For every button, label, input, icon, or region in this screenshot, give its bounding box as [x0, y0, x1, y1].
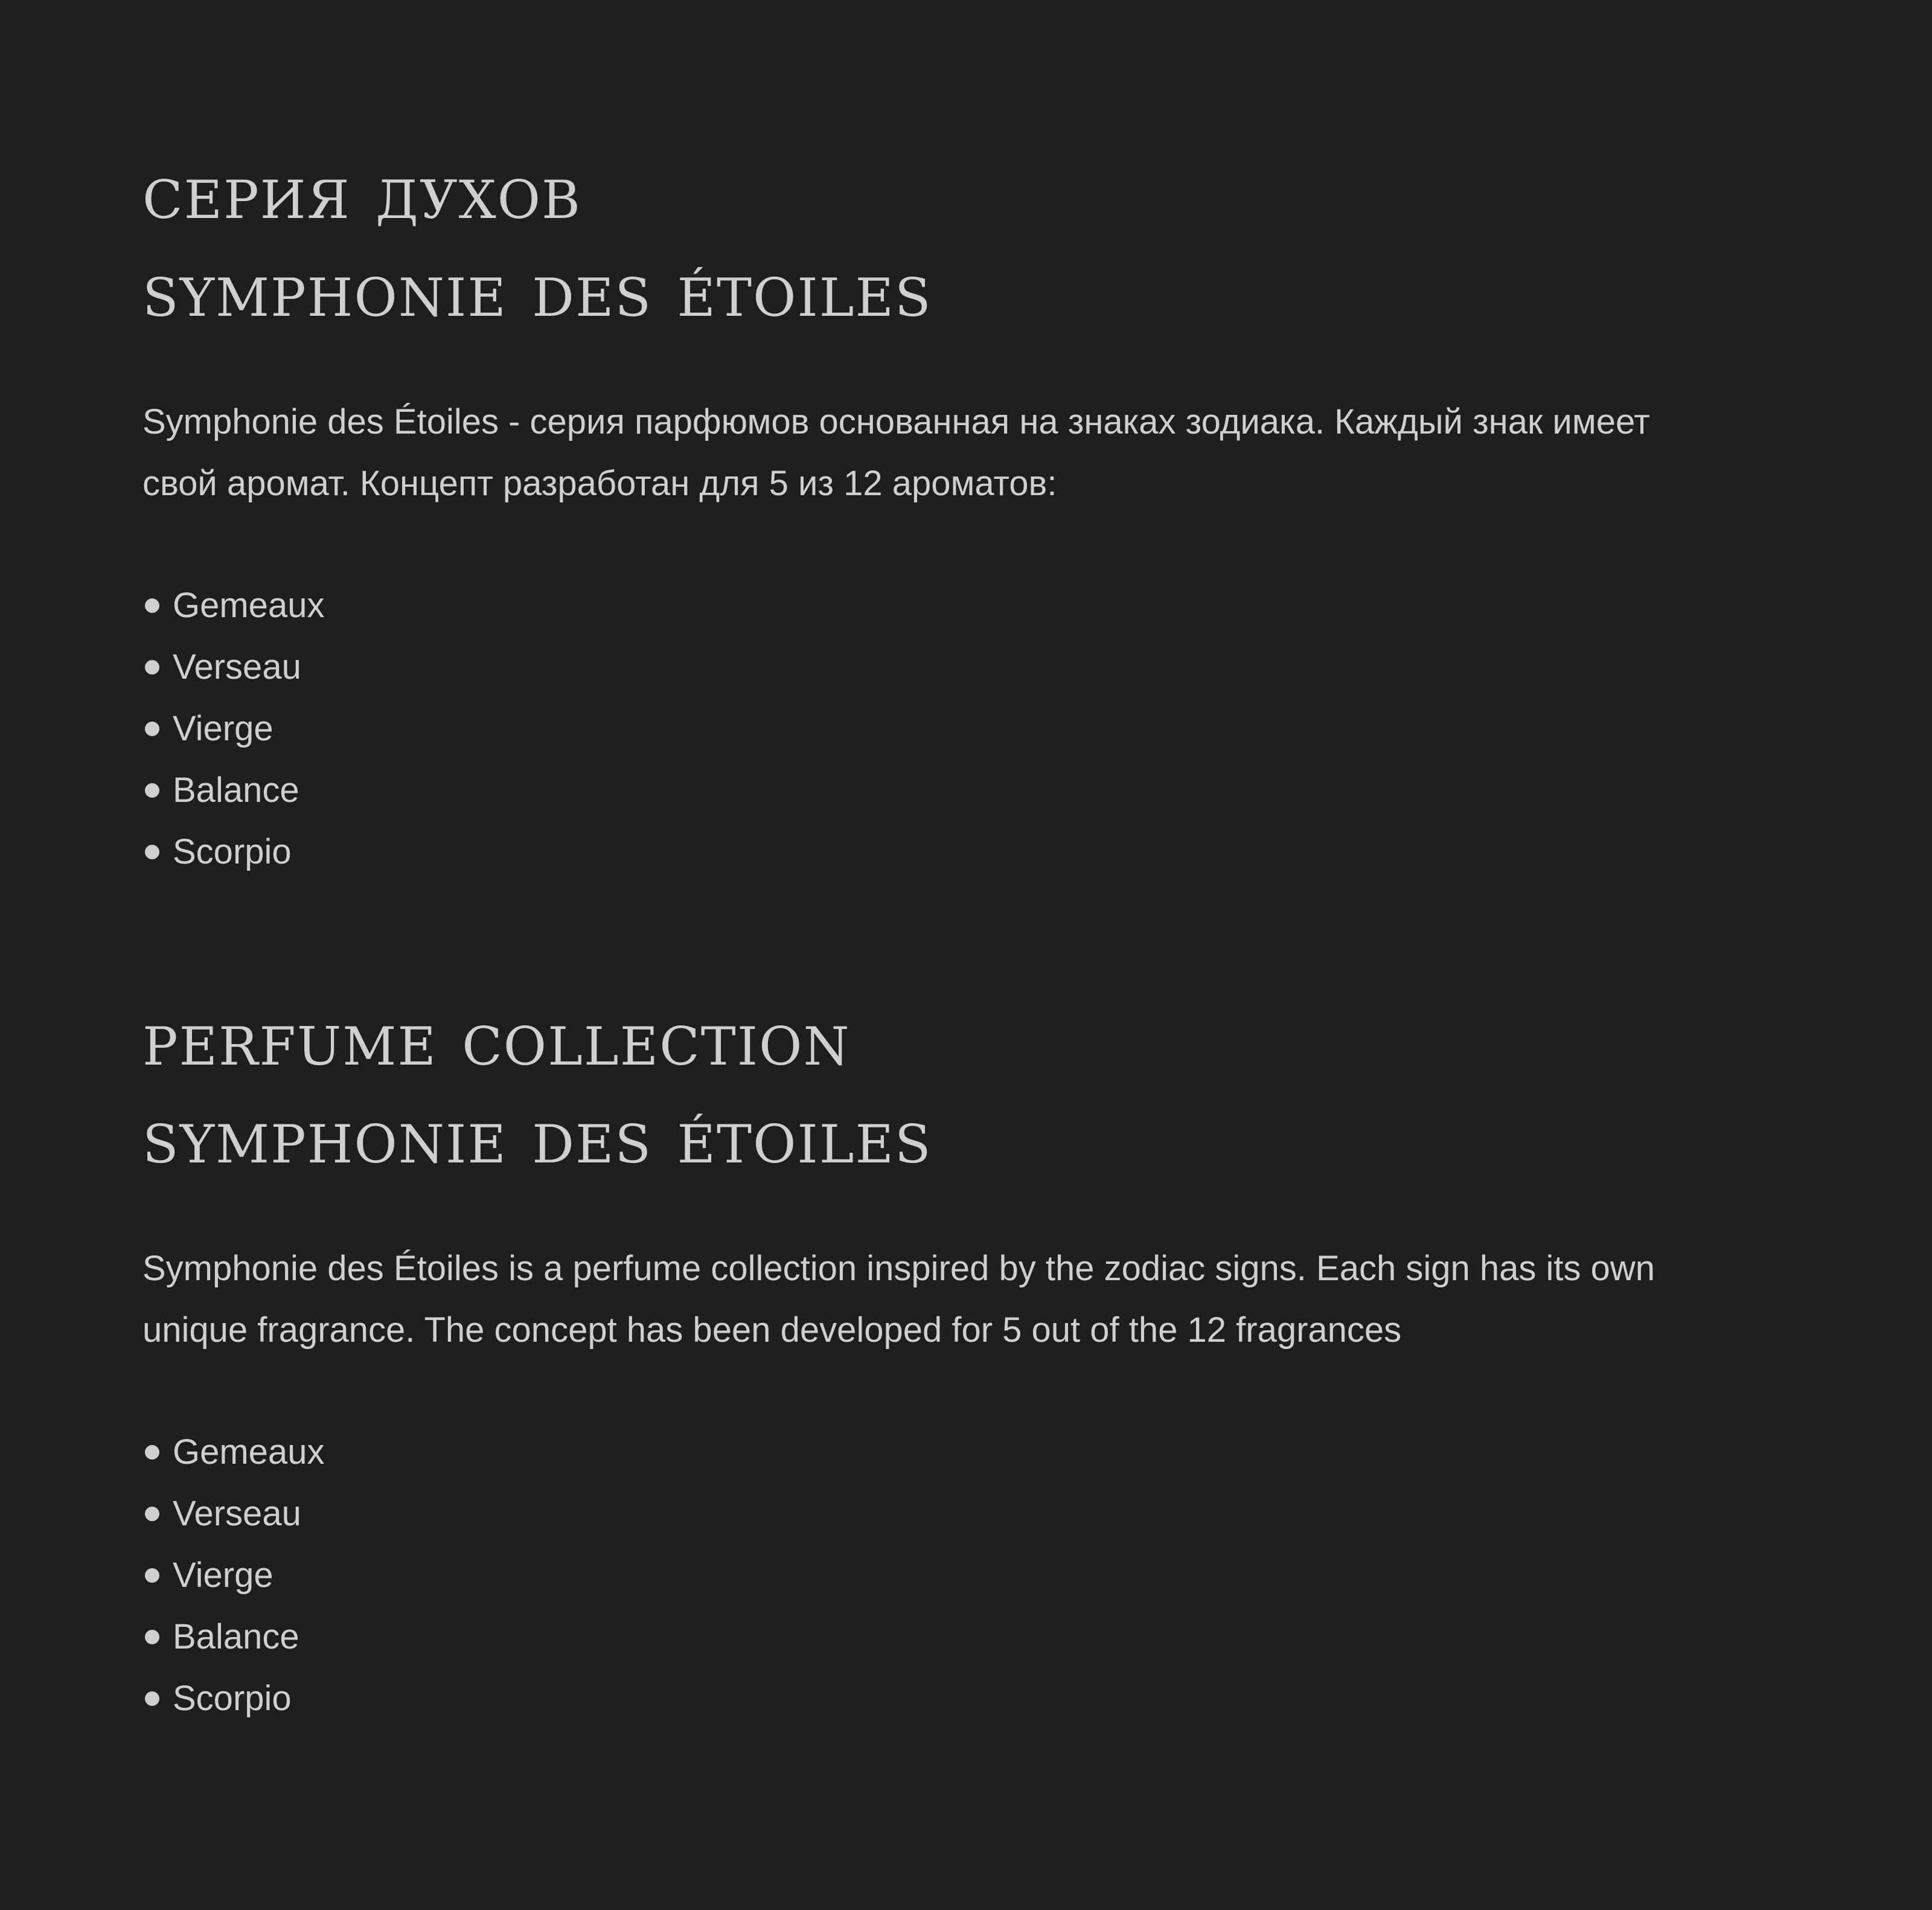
list-item-label: Scorpio [173, 832, 292, 871]
description-en: Symphonie des Étoiles is a perfume collection inspired by the zodiac signs. Each sign has its own unique fragrance. The concept has been developed for 5 out of the 12 fragrances [142, 1249, 1655, 1350]
list-item [142, 1668, 1773, 1729]
section-english [142, 990, 1773, 1729]
title-line-1: perfume collection [142, 996, 851, 1083]
list-item [142, 1606, 1773, 1668]
list-item-label: Gemeaux [173, 1432, 325, 1472]
list-item [142, 760, 1773, 821]
bullet-icon [145, 1445, 159, 1460]
bullet-icon [145, 722, 159, 736]
list-item-label: Verseau [173, 647, 301, 687]
list-item-label: Verseau [173, 1494, 301, 1533]
bullet-icon [145, 1507, 159, 1521]
bullet-icon [145, 1630, 159, 1644]
list-item-label: Balance [173, 1617, 299, 1656]
list-item [142, 1483, 1773, 1545]
bullet-icon [145, 660, 159, 675]
list-item-label: Scorpio [173, 1679, 292, 1718]
title-line-2: symphonie des étoiles [142, 247, 932, 334]
list-item-label: Gemeaux [173, 586, 325, 625]
list-item [142, 636, 1773, 698]
list-item-label: Balance [173, 771, 299, 810]
list-item-label: Vierge [173, 709, 273, 748]
list-item [142, 1421, 1773, 1483]
title-line-2: symphonie des étoiles [142, 1094, 932, 1181]
bullet-icon [145, 598, 159, 613]
fragrance-list-en [142, 1421, 1773, 1729]
bullet-icon [145, 783, 159, 798]
section-russian [142, 144, 1773, 883]
description-ru: Symphonie des Étoiles - серия парфюмов основанная на знаках зодиака. Каждый знак имеет свой аромат. Концепт разработан для 5 из 12 ароматов: [142, 402, 1650, 503]
bullet-icon [145, 1691, 159, 1706]
section-title-en [142, 990, 1773, 1186]
title-line-1: серия духов [142, 149, 581, 236]
list-item [142, 821, 1773, 883]
bullet-icon [145, 1568, 159, 1583]
fragrance-list-ru [142, 575, 1773, 883]
list-item [142, 575, 1773, 636]
list-item [142, 698, 1773, 760]
list-item [142, 1545, 1773, 1606]
list-item-label: Vierge [173, 1556, 273, 1595]
section-title-ru [142, 144, 1773, 339]
bullet-icon [145, 845, 159, 859]
